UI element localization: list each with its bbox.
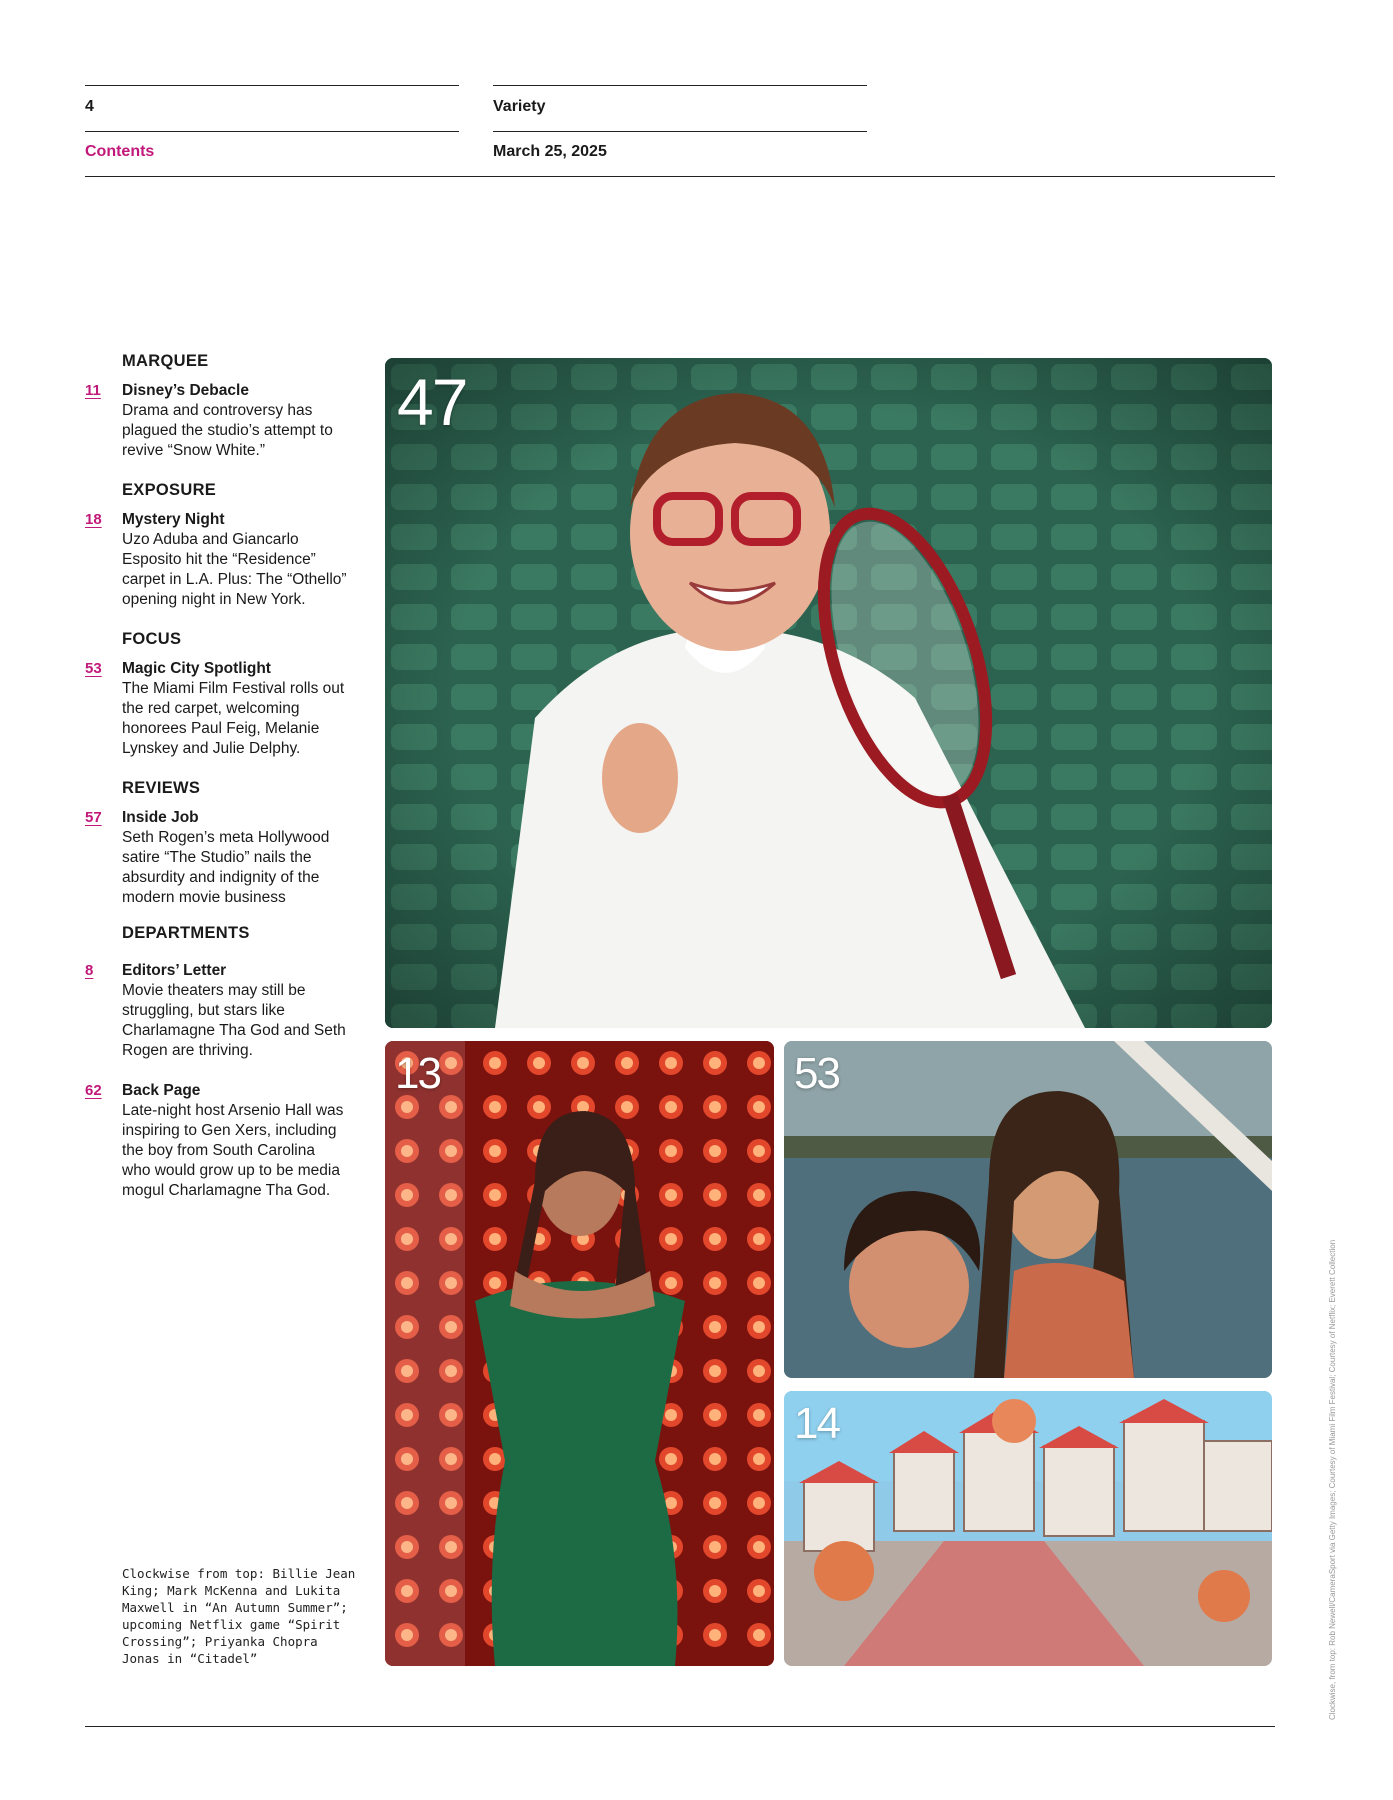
page-link[interactable]: 11 [85, 382, 101, 399]
photo-illustration [385, 1041, 774, 1666]
section-heading: EXPOSURE [122, 481, 217, 499]
toc-section-departments [85, 924, 355, 1201]
toc-section-reviews [85, 779, 355, 908]
page-link[interactable]: 18 [85, 511, 102, 528]
photo-citadel[interactable] [385, 1041, 774, 1666]
page-number: 4 [85, 98, 94, 115]
entry-description: Uzo Aduba and Giancarlo Esposito hit the “Residence” carpet in L.A. Plus: The “Othello” opening night in New York. [122, 531, 347, 608]
photo-illustration [784, 1391, 1272, 1666]
entry-title: Disney’s Debacle [122, 382, 249, 399]
section-label: Contents [85, 143, 155, 160]
entry-title: Mystery Night [122, 511, 225, 528]
entry-title: Magic City Spotlight [122, 660, 271, 677]
header-rule-left-top [85, 85, 459, 86]
photo-illustration [784, 1041, 1272, 1378]
publication-name: Variety [493, 98, 546, 115]
section-heading: FOCUS [122, 630, 182, 648]
header-rule-right-mid [493, 131, 867, 132]
section-heading: DEPARTMENTS [122, 924, 250, 942]
toc-entry[interactable] [85, 1081, 355, 1201]
photo-page-number: 13 [395, 1049, 440, 1098]
section-heading: REVIEWS [122, 779, 201, 797]
issue-date: March 25, 2025 [493, 143, 607, 160]
page-link[interactable]: 62 [85, 1082, 102, 1099]
entry-title: Inside Job [122, 809, 199, 826]
photo-billie-jean-king[interactable] [385, 358, 1272, 1028]
entry-description: The Miami Film Festival rolls out the red carpet, welcoming honorees Paul Feig, Melanie Lynskey and Julie Delphy. [122, 680, 345, 757]
toc-entry[interactable] [85, 961, 355, 1061]
page-link[interactable]: 53 [85, 660, 102, 677]
photo-page-number: 14 [794, 1399, 839, 1448]
photo-spirit-crossing[interactable] [784, 1391, 1272, 1666]
entry-title: Back Page [122, 1082, 201, 1099]
toc-entry[interactable] [85, 659, 355, 759]
section-heading: MARQUEE [122, 352, 209, 370]
page-link[interactable]: 57 [85, 809, 102, 826]
toc-entry[interactable] [85, 510, 355, 610]
header-rule-left-mid [85, 131, 459, 132]
toc-section-exposure [85, 481, 355, 610]
table-of-contents [85, 352, 355, 1221]
photo-illustration [385, 358, 1272, 1028]
photo-page-number: 53 [794, 1049, 839, 1098]
photo-page-number: 47 [397, 365, 467, 439]
header-rule-bottom [85, 176, 1275, 177]
entry-description: Movie theaters may still be struggling, but stars like Charlamagne Tha God and Seth Rogen are thriving. [122, 982, 346, 1059]
photo-credit: Clockwise, from top: Rob Newell/CameraSport via Getty Images; Courtesy of Miami Film Festival; Courtesy of Netflix; Everett Collection [1328, 1239, 1337, 1720]
toc-entry[interactable] [85, 808, 355, 908]
photo-an-autumn-summer[interactable] [784, 1041, 1272, 1378]
entry-description: Late-night host Arsenio Hall was inspiring to Gen Xers, including the boy from South Carolina who would grow up to be media mogul Charlamagne Tha God. [122, 1102, 344, 1199]
entry-description: Seth Rogen’s meta Hollywood satire “The Studio” nails the absurdity and indignity of the modern movie business [122, 829, 330, 906]
toc-section-marquee [85, 352, 355, 461]
page-link[interactable]: 8 [85, 962, 94, 979]
toc-entry[interactable] [85, 381, 355, 461]
footer-rule [85, 1726, 1275, 1727]
toc-section-focus [85, 630, 355, 759]
photo-caption: Clockwise from top: Billie Jean King; Mark McKenna and Lukita Maxwell in “An Autumn Summer”; upcoming Netflix game “Spirit Crossing”; Priyanka Chopra Jonas in “Citadel” [122, 1566, 356, 1666]
entry-description: Drama and controversy has plagued the studio’s attempt to revive “Snow White.” [122, 402, 333, 459]
header-rule-right-top [493, 85, 867, 86]
entry-title: Editors’ Letter [122, 962, 227, 979]
